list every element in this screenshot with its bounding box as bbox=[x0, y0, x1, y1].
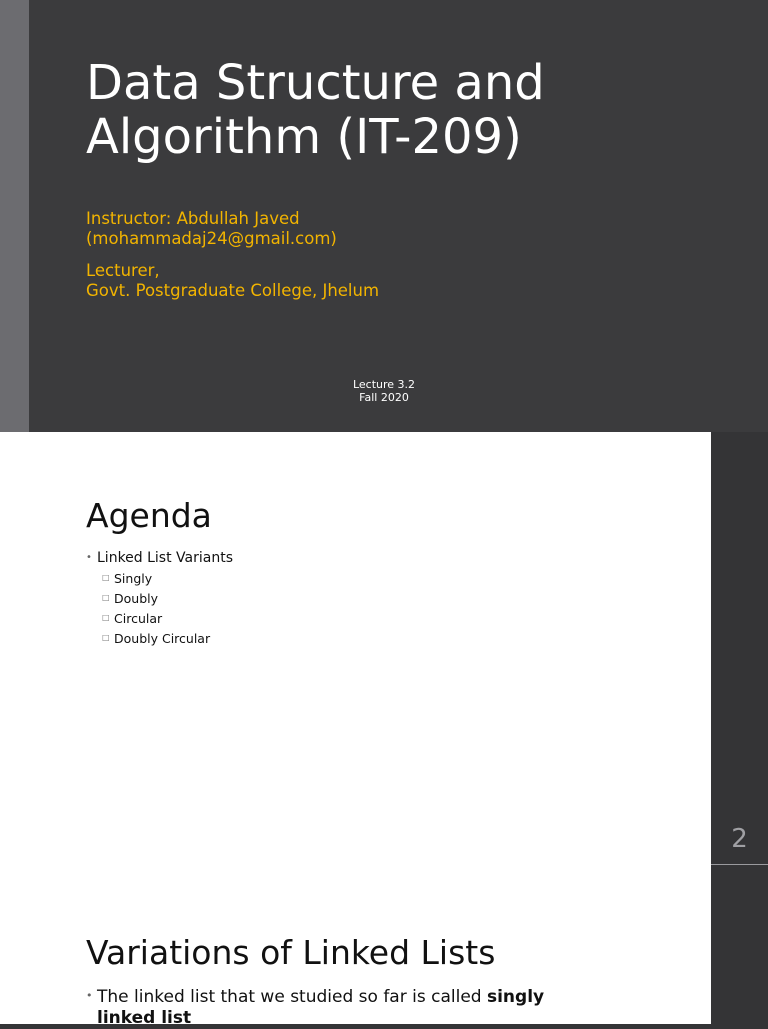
slide-title bbox=[86, 56, 726, 164]
variations-title: Variations of Linked Lists bbox=[86, 933, 496, 972]
lecture-footer bbox=[0, 378, 768, 404]
title-slide bbox=[0, 0, 768, 432]
institution-name: Govt. Postgraduate College, Jhelum bbox=[86, 281, 380, 300]
bullet-icon: • bbox=[86, 989, 93, 1002]
slide-subtitle bbox=[86, 209, 686, 313]
lecture-term: Fall 2020 bbox=[359, 391, 409, 404]
agenda-subitem-text: Doubly Circular bbox=[114, 631, 211, 646]
agenda-slide bbox=[0, 432, 768, 865]
variations-bold-text-2: linked list bbox=[97, 1008, 192, 1028]
agenda-bullet-text: Linked List Variants bbox=[97, 550, 233, 566]
square-bullet-icon: □ bbox=[102, 593, 110, 602]
agenda-list bbox=[86, 548, 233, 648]
instructor-position: Lecturer, bbox=[86, 261, 160, 280]
variations-paragraph bbox=[86, 985, 646, 1029]
agenda-subitem-text: Doubly bbox=[114, 591, 159, 606]
title-line-2: Algorithm (IT-209) bbox=[86, 109, 522, 165]
variations-text: The linked list that we studied so far is called bbox=[97, 987, 487, 1007]
lecture-number: Lecture 3.2 bbox=[352, 378, 416, 391]
agenda-subitem-text: Singly bbox=[114, 571, 153, 586]
agenda-slide-content bbox=[0, 432, 711, 865]
variations-slide-content bbox=[0, 865, 711, 1028]
square-bullet-icon: □ bbox=[102, 573, 110, 582]
agenda-sublist bbox=[86, 568, 233, 648]
agenda-title: Agenda bbox=[86, 496, 212, 535]
variations-slide bbox=[0, 865, 768, 1028]
instructor-name: Instructor: Abdullah Javed bbox=[86, 209, 300, 228]
accent-bar bbox=[0, 0, 29, 432]
agenda-subitem bbox=[102, 568, 233, 588]
agenda-subitem bbox=[102, 608, 233, 628]
instructor-email: (mohammadaj24@gmail.com) bbox=[86, 229, 337, 248]
agenda-subitem-text: Circular bbox=[114, 611, 163, 626]
bullet-icon: • bbox=[86, 552, 92, 563]
agenda-subitem bbox=[102, 628, 233, 648]
square-bullet-icon: □ bbox=[102, 613, 110, 622]
agenda-bullet-item bbox=[86, 548, 233, 648]
title-line-1: Data Structure and bbox=[86, 55, 545, 111]
agenda-subitem bbox=[102, 588, 233, 608]
slide-number: 2 bbox=[731, 824, 748, 854]
square-bullet-icon: □ bbox=[102, 633, 110, 642]
variations-bold-text-1: singly bbox=[486, 987, 545, 1007]
